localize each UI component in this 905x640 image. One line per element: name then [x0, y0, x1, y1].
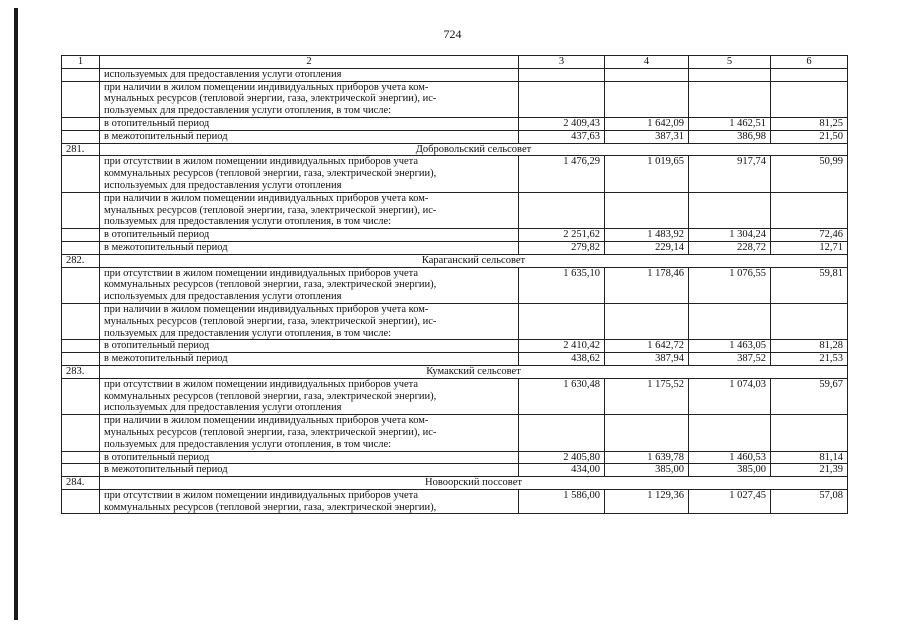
row-number [62, 229, 100, 242]
value-col-4: 387,31 [605, 130, 689, 143]
row-description [100, 241, 519, 254]
value-col-3 [519, 415, 605, 451]
description-line: мунальных ресурсов (тепловой энергии, газа, электрической энергии), ис- [104, 426, 437, 438]
value-col-6: 12,71 [771, 241, 848, 254]
row-number [62, 303, 100, 339]
value-col-6 [771, 68, 848, 81]
description-line: пользуемых для предоставления услуги отопления, в том числе: [104, 438, 392, 450]
value-col-3: 1 630,48 [519, 378, 605, 414]
value-col-5 [689, 81, 771, 117]
section-number: 282. [62, 254, 100, 267]
value-col-4 [605, 81, 689, 117]
value-col-4 [605, 192, 689, 228]
value-col-6: 59,81 [771, 267, 848, 303]
header-cell-6: 6 [771, 56, 848, 69]
page-number: 724 [443, 27, 462, 41]
value-col-4 [605, 68, 689, 81]
value-col-6: 57,08 [771, 489, 848, 514]
description-line: при отсутствии в жилом помещении индивидуальных приборов учета [104, 156, 419, 168]
description-line: мунальных ресурсов (тепловой энергии, газа, электрической энергии), ис- [104, 204, 437, 216]
value-col-6 [771, 81, 848, 117]
row-description [100, 303, 519, 339]
header-cell-3: 3 [519, 56, 605, 69]
section-title: Добровольский сельсовет [100, 143, 848, 156]
row-description [100, 451, 519, 464]
description-line: при отсутствии в жилом помещении индивидуальных приборов учета [104, 489, 419, 501]
row-description [100, 81, 519, 117]
description-line: в межотопительный период [104, 353, 228, 365]
description-line: пользуемых для предоставления услуги отопления, в том числе: [104, 105, 392, 117]
value-col-5: 1 304,24 [689, 229, 771, 242]
table-row [62, 192, 848, 228]
table-header-row [62, 56, 848, 69]
description-line: в отопительный период [104, 340, 210, 352]
table-row [62, 267, 848, 303]
table-row [62, 340, 848, 353]
row-description [100, 489, 519, 514]
value-col-5 [689, 303, 771, 339]
table-row [62, 378, 848, 414]
value-col-6: 59,67 [771, 378, 848, 414]
description-line: пользуемых для предоставления услуги отопления, в том числе: [104, 216, 392, 228]
description-line: при отсутствии в жилом помещении индивидуальных приборов учета [104, 267, 419, 279]
value-col-3: 2 410,42 [519, 340, 605, 353]
row-number [62, 117, 100, 130]
row-description [100, 192, 519, 228]
section-title: Новоорский поссовет [100, 477, 848, 490]
header-cell-5: 5 [689, 56, 771, 69]
header-cell-1: 1 [62, 56, 100, 69]
table-row [62, 81, 848, 117]
value-col-3: 1 476,29 [519, 156, 605, 192]
value-col-5: 228,72 [689, 241, 771, 254]
row-number [62, 340, 100, 353]
row-number [62, 451, 100, 464]
value-col-3: 438,62 [519, 353, 605, 366]
row-description [100, 267, 519, 303]
table-row [62, 353, 848, 366]
description-line: используемых для предоставления услуги отопления [104, 291, 342, 303]
row-number [62, 81, 100, 117]
value-col-4: 387,94 [605, 353, 689, 366]
value-col-6: 21,39 [771, 464, 848, 477]
row-description [100, 415, 519, 451]
value-col-3: 2 409,43 [519, 117, 605, 130]
row-number [62, 464, 100, 477]
table-row [62, 464, 848, 477]
value-col-3: 1 635,10 [519, 267, 605, 303]
tariff-table [61, 55, 848, 514]
section-row [62, 365, 848, 378]
description-line: используемых для предоставления услуги отопления [104, 179, 342, 191]
description-line: в межотопительный период [104, 130, 228, 142]
section-row [62, 143, 848, 156]
row-number [62, 353, 100, 366]
description-line: коммунальных ресурсов (тепловой энергии, газа, электрической энергии), [104, 501, 437, 513]
value-col-6: 72,46 [771, 229, 848, 242]
value-col-4: 1 642,09 [605, 117, 689, 130]
row-number [62, 378, 100, 414]
section-title: Караганский сельсовет [100, 254, 848, 267]
row-description [100, 353, 519, 366]
value-col-3: 2 405,80 [519, 451, 605, 464]
table-row [62, 130, 848, 143]
section-row [62, 254, 848, 267]
description-line: при отсутствии в жилом помещении индивидуальных приборов учета [104, 378, 419, 390]
value-col-3 [519, 81, 605, 117]
value-col-6 [771, 303, 848, 339]
description-line: в отопительный период [104, 451, 210, 463]
value-col-4: 1 129,36 [605, 489, 689, 514]
row-description [100, 229, 519, 242]
description-line: коммунальных ресурсов (тепловой энергии, газа, электрической энергии), [104, 168, 437, 180]
value-col-3 [519, 192, 605, 228]
value-col-5: 1 027,45 [689, 489, 771, 514]
row-description [100, 117, 519, 130]
row-description [100, 464, 519, 477]
value-col-3: 1 586,00 [519, 489, 605, 514]
value-col-6: 81,14 [771, 451, 848, 464]
row-number [62, 241, 100, 254]
value-col-4: 1 483,92 [605, 229, 689, 242]
value-col-5: 917,74 [689, 156, 771, 192]
section-number: 283. [62, 365, 100, 378]
row-description [100, 130, 519, 143]
table-row [62, 303, 848, 339]
value-col-4 [605, 303, 689, 339]
value-col-5: 386,98 [689, 130, 771, 143]
row-description [100, 340, 519, 353]
value-col-4: 1 639,78 [605, 451, 689, 464]
value-col-6: 21,50 [771, 130, 848, 143]
value-col-5 [689, 192, 771, 228]
row-description [100, 68, 519, 81]
value-col-4: 1 019,65 [605, 156, 689, 192]
value-col-4: 385,00 [605, 464, 689, 477]
row-number [62, 192, 100, 228]
table-row [62, 241, 848, 254]
value-col-5: 1 076,55 [689, 267, 771, 303]
description-line: используемых для предоставления услуги отопления [104, 68, 342, 80]
row-number [62, 415, 100, 451]
value-col-4 [605, 415, 689, 451]
value-col-6: 81,28 [771, 340, 848, 353]
value-col-3: 279,82 [519, 241, 605, 254]
table-row [62, 229, 848, 242]
value-col-6: 81,25 [771, 117, 848, 130]
description-line: используемых для предоставления услуги отопления [104, 402, 342, 414]
description-line: в отопительный период [104, 229, 210, 241]
description-line: коммунальных ресурсов (тепловой энергии, газа, электрической энергии), [104, 279, 437, 291]
row-description [100, 378, 519, 414]
row-number [62, 489, 100, 514]
value-col-5 [689, 415, 771, 451]
description-line: в межотопительный период [104, 464, 228, 476]
section-row [62, 477, 848, 490]
value-col-3: 434,00 [519, 464, 605, 477]
section-title: Кумакский сельсовет [100, 365, 848, 378]
value-col-5 [689, 68, 771, 81]
description-line: в отопительный период [104, 117, 210, 129]
value-col-4: 1 175,52 [605, 378, 689, 414]
value-col-5: 1 462,51 [689, 117, 771, 130]
table-row [62, 415, 848, 451]
value-col-3: 2 251,62 [519, 229, 605, 242]
description-line: при наличии в жилом помещении индивидуальных приборов учета ком- [104, 192, 429, 204]
table-row [62, 451, 848, 464]
value-col-3 [519, 303, 605, 339]
value-col-4: 1 642,72 [605, 340, 689, 353]
value-col-5: 1 074,03 [689, 378, 771, 414]
left-margin-bar [14, 8, 18, 620]
value-col-4: 229,14 [605, 241, 689, 254]
description-line: мунальных ресурсов (тепловой энергии, газа, электрической энергии), ис- [104, 315, 437, 327]
description-line: коммунальных ресурсов (тепловой энергии, газа, электрической энергии), [104, 390, 437, 402]
table-row [62, 156, 848, 192]
value-col-5: 385,00 [689, 464, 771, 477]
description-line: в межотопительный период [104, 241, 228, 253]
description-line: мунальных ресурсов (тепловой энергии, газа, электрической энергии), ис- [104, 93, 437, 105]
value-col-5: 1 463,05 [689, 340, 771, 353]
table-row [62, 489, 848, 514]
section-number: 281. [62, 143, 100, 156]
row-number [62, 267, 100, 303]
row-number [62, 130, 100, 143]
table-row [62, 68, 848, 81]
value-col-6: 21,53 [771, 353, 848, 366]
value-col-4: 1 178,46 [605, 267, 689, 303]
value-col-5: 387,52 [689, 353, 771, 366]
value-col-3 [519, 68, 605, 81]
row-number [62, 156, 100, 192]
value-col-6: 50,99 [771, 156, 848, 192]
description-line: при наличии в жилом помещении индивидуальных приборов учета ком- [104, 303, 429, 315]
description-line: пользуемых для предоставления услуги отопления, в том числе: [104, 327, 392, 339]
header-cell-2: 2 [100, 56, 519, 69]
value-col-6 [771, 415, 848, 451]
table-row [62, 117, 848, 130]
value-col-6 [771, 192, 848, 228]
row-number [62, 68, 100, 81]
value-col-3: 437,63 [519, 130, 605, 143]
row-description [100, 156, 519, 192]
description-line: при наличии в жилом помещении индивидуальных приборов учета ком- [104, 415, 429, 427]
description-line: при наличии в жилом помещении индивидуальных приборов учета ком- [104, 81, 429, 93]
header-cell-4: 4 [605, 56, 689, 69]
table-body [62, 68, 848, 514]
value-col-5: 1 460,53 [689, 451, 771, 464]
section-number: 284. [62, 477, 100, 490]
